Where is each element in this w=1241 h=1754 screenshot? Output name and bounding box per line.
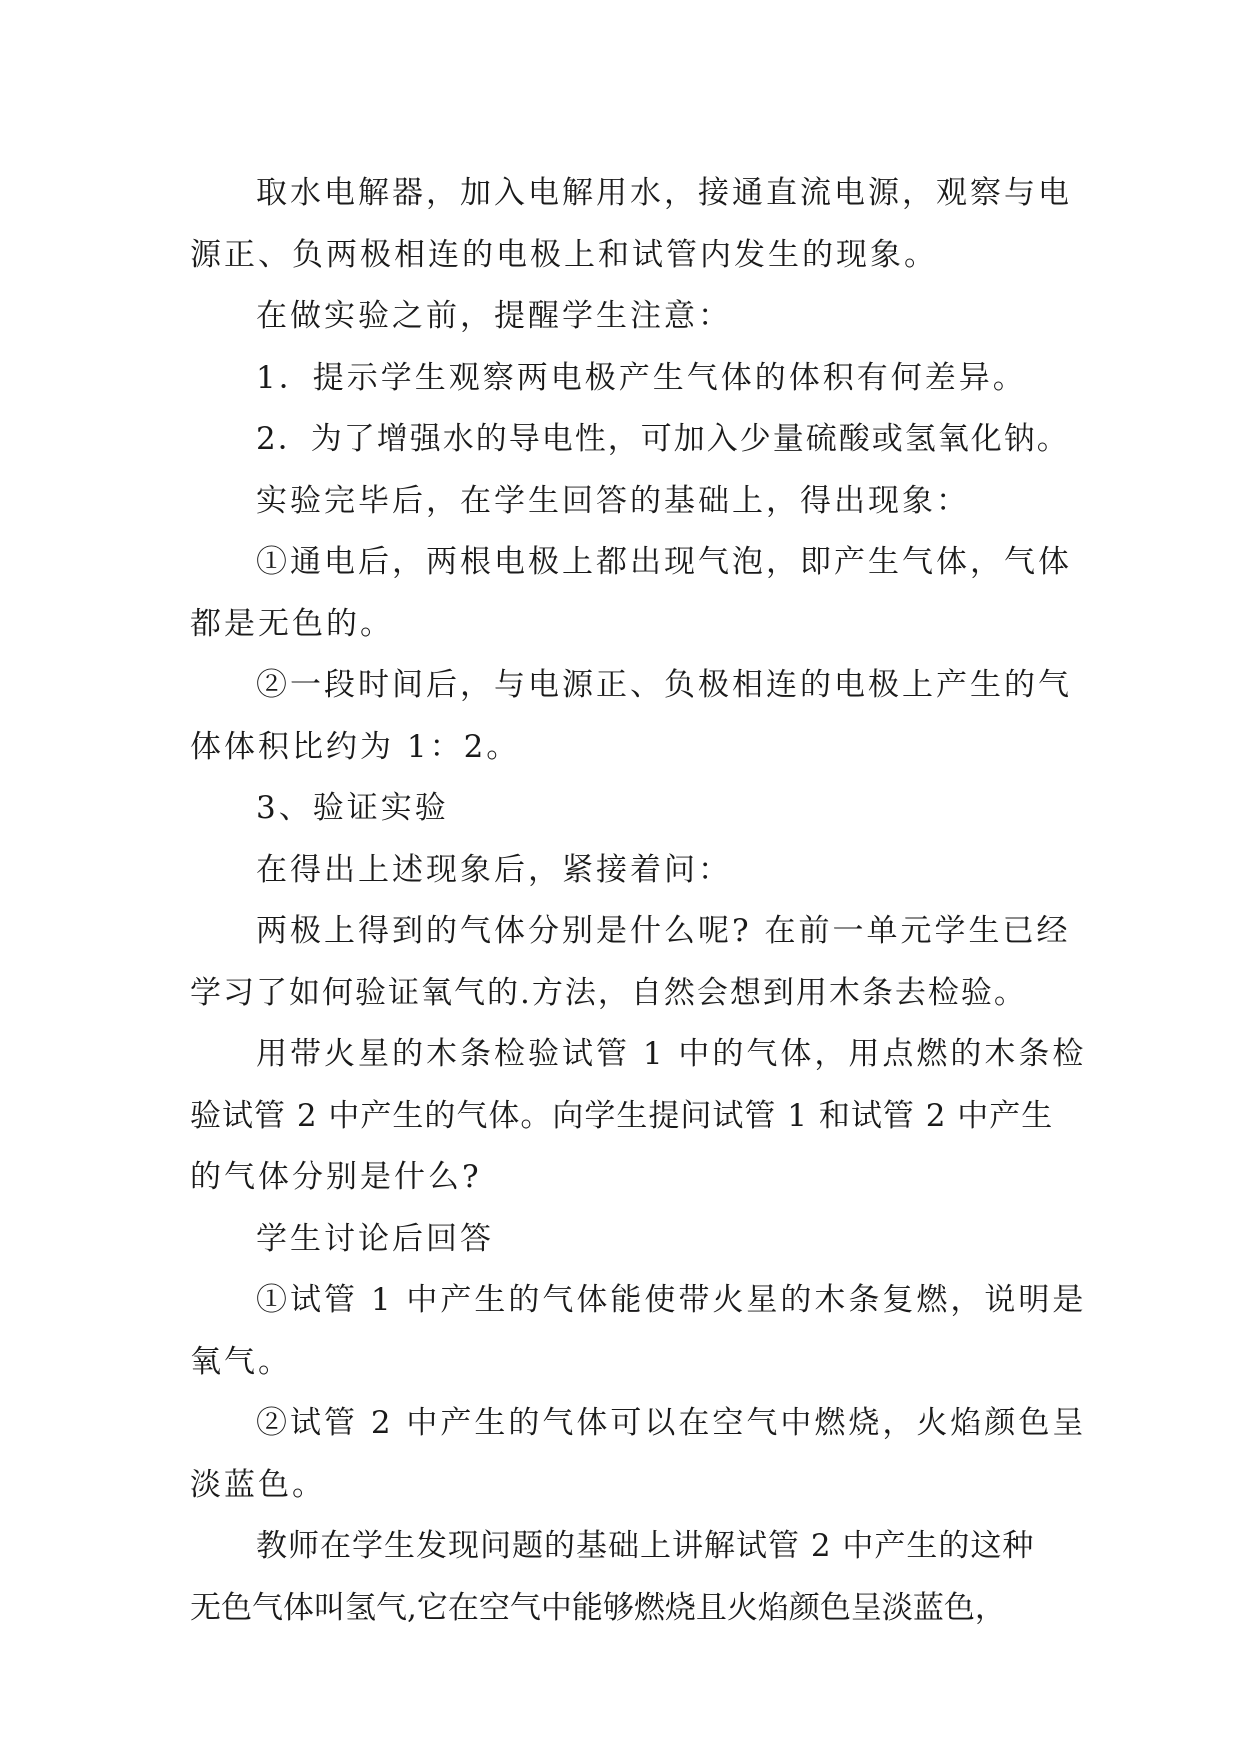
- document-body: [190, 163, 1087, 1639]
- text-line: 都是无色的。: [190, 605, 394, 642]
- text-line: 体体积比约为 1：2。: [190, 728, 521, 765]
- text-line: 实验完毕后，在学生回答的基础上，得出现象：: [256, 482, 970, 519]
- text-line: 验试管 2 中产生的气体。向学生提问试管 1 和试管 2 中产生: [190, 1097, 1054, 1134]
- text-line: 在做实验之前，提醒学生注意：: [256, 298, 732, 334]
- text-line: 无色气体叫氢气,它在空气中能够燃烧且火焰颜色呈淡蓝色，: [190, 1589, 1006, 1626]
- text-line: 在得出上述现象后，紧接着问：: [256, 851, 732, 888]
- text-line: ②试管 2 中产生的气体可以在空气中燃烧，火焰颜色呈: [256, 1405, 1087, 1441]
- text-line: 学生讨论后回答: [256, 1220, 494, 1257]
- text-line: 淡蓝色。: [190, 1466, 326, 1503]
- text-line: 1．提示学生观察两电极产生气体的体积有何差异。: [256, 359, 1027, 396]
- text-line: ①试管 1 中产生的气体能使带火星的木条复燃，说明是: [256, 1282, 1087, 1318]
- text-line: 2．为了增强水的导电性，可加入少量硫酸或氢氧化钠。: [256, 421, 1070, 457]
- text-line: 取水电解器，加入电解用水，接通直流电源，观察与电: [256, 175, 1072, 211]
- text-line: 学习了如何验证氧气的.方法，自然会想到用木条去检验。: [190, 974, 1027, 1011]
- text-line: 氧气。: [190, 1343, 292, 1380]
- text-line: 两极上得到的气体分别是什么呢? 在前一单元学生已经: [256, 913, 1071, 949]
- section-heading: 3、验证实验: [256, 790, 449, 826]
- text-line: 的气体分别是什么?: [190, 1159, 482, 1195]
- text-line: ②一段时间后，与电源正、负极相连的电极上产生的气: [256, 667, 1072, 703]
- text-line: 源正、负两极相连的电极上和试管内发生的现象。: [190, 236, 938, 273]
- text-line: ①通电后，两根电极上都出现气泡，即产生气体，气体: [256, 544, 1072, 580]
- text-line: 教师在学生发现问题的基础上讲解试管 2 中产生的这种: [256, 1528, 1035, 1564]
- text-line: 用带火星的木条检验试管 1 中的气体，用点燃的木条检: [256, 1036, 1087, 1072]
